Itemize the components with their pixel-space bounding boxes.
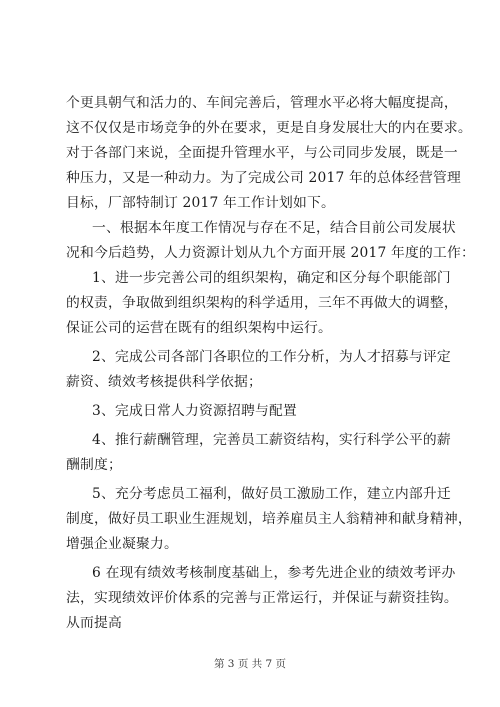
- list-item-4: 4、推行薪酬管理，完善员工薪资结构，实行科学公平的薪: [92, 432, 451, 448]
- body-text-line: 从而提高: [66, 615, 122, 631]
- list-item-5: 5、充分考虑员工福利，做好员工激励工作，建立内部升迁: [92, 486, 451, 502]
- body-text-line: 法，实现绩效评价体系的完善与正常运行，并保证与薪资挂钩。: [66, 590, 458, 606]
- body-text-line: 对于各部门来说，全面提升管理水平，与公司同步发展，既是一: [66, 145, 458, 161]
- page-number-footer: 第 3 页 共 7 页: [213, 658, 287, 670]
- list-item-3: 3、完成日常人力资源招聘与配置: [92, 403, 297, 419]
- body-text-line: 的权责，争取做到组织架构的科学适用，三年不再做大的调整，: [66, 295, 458, 311]
- body-text-line: 况和今后趋势，人力资源计划从九个方面开展 2017 年度的工作：: [66, 245, 476, 261]
- body-text-line: 保证公司的运营在既有的组织架构中运行。: [66, 320, 332, 336]
- list-item-2: 2、完成公司各部门各职位的工作分析，为人才招募与评定: [92, 349, 451, 365]
- body-text-line: 增强企业凝聚力。: [66, 536, 178, 552]
- list-item-6: 6 在现有绩效考核制度基础上，参考先进企业的绩效考评办: [92, 565, 456, 581]
- list-item-1: 1、进一步完善公司的组织架构，确定和区分每个职能部门: [92, 270, 451, 286]
- body-text-line: 这不仅仅是市场竞争的外在要求，更是自身发展壮大的内在要求。: [66, 120, 472, 136]
- body-text-line: 薪资、绩效考核提供科学依据；: [66, 374, 262, 390]
- body-text-line: 酬制度；: [66, 457, 122, 473]
- section-heading-line: 一、根据本年度工作情况与存在不足，结合目前公司发展状: [92, 220, 456, 236]
- body-text-line: 个更具朝气和活力的、车间完善后，管理水平必将大幅度提高，: [66, 95, 458, 111]
- body-text-line: 目标，厂部特制订 2017 年工作计划如下。: [66, 195, 336, 211]
- body-text-line: 种压力，又是一种动力。为了完成公司 2017 年的总体经营管理: [66, 170, 462, 186]
- body-text-line: 制度，做好员工职业生涯规划，培养雇员主人翁精神和献身精神，: [66, 511, 472, 527]
